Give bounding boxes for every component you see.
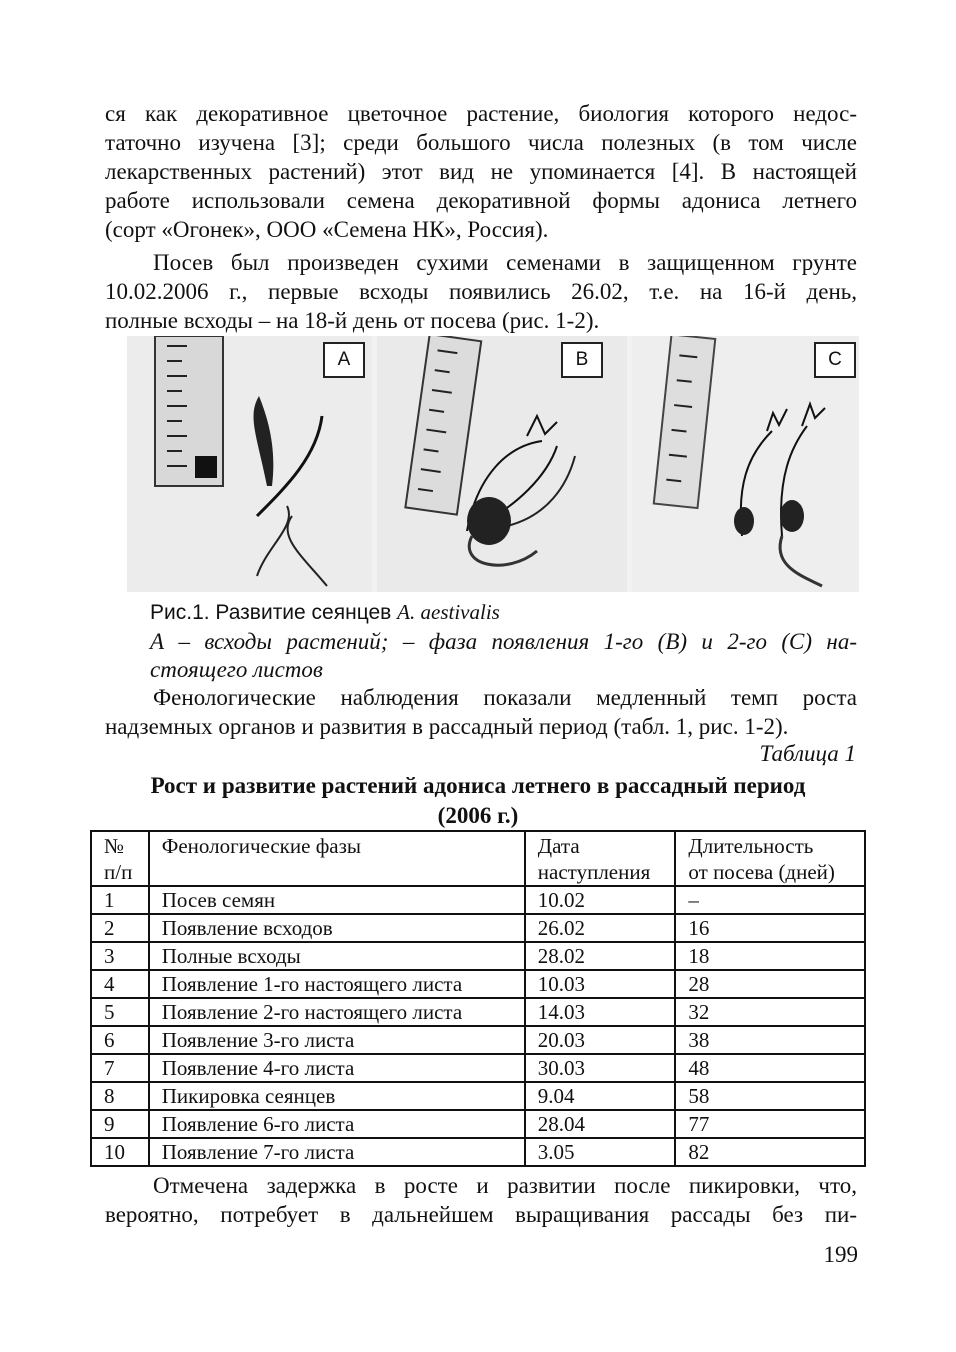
text-line: лекарственных растений) этот вид не упоминается [4]. В настоящей <box>105 159 857 184</box>
table-row: 5 Появление 2-го настоящего листа 14.03 32 <box>91 998 865 1026</box>
text-line: (сорт «Огонек», ООО «Семена НК», Россия). <box>105 217 549 242</box>
caption-line: стоящего листов <box>150 657 323 682</box>
caption-prefix: Рис.1. Развитие сеянцев <box>150 601 398 624</box>
text-line: вероятно, потребует в дальнейшем выращивания рассады без пи- <box>105 1202 857 1227</box>
panel-label-b: B <box>561 342 603 378</box>
seedling-photo-figure <box>127 336 859 592</box>
paragraph-intro <box>105 99 857 244</box>
panel-label-a: A <box>323 342 365 378</box>
text-line: надземных органов и развития в рассадный период (табл. 1, рис. 1-2). <box>105 714 789 739</box>
table-row: 7 Появление 4-го листа 30.03 48 <box>91 1054 865 1082</box>
text-line: Отмечена задержка в росте и развитии после пикировки, что, <box>153 1173 857 1198</box>
header-phase: Фенологические фазы <box>149 831 525 886</box>
table-row: 1 Посев семян 10.02 – <box>91 886 865 914</box>
paragraph-phenology <box>105 683 857 741</box>
page-number: 199 <box>823 1242 858 1267</box>
table-row: 2 Появление всходов 26.02 16 <box>91 914 865 942</box>
table-title-year: (2006 г.) <box>437 803 519 828</box>
table-title: Рост и развитие растений адониса летнего в рассадный период <box>150 773 806 798</box>
text-line: полные всходы – на 18-й день от посева (рис. 1-2). <box>105 308 600 333</box>
table-row: 6 Появление 3-го листа 20.03 38 <box>91 1026 865 1054</box>
text-line: 10.02.2006 г., первые всходы появились 26.02, т.е. на 16-й день, <box>105 279 857 304</box>
phenology-table <box>90 830 866 1167</box>
header-number: № п/п <box>91 831 149 886</box>
header-duration: Длительность от посева (дней) <box>675 831 865 886</box>
photo-panel-b <box>377 336 627 592</box>
header-date: Дата наступления <box>525 831 676 886</box>
text-line: работе использовали семена декоративной формы адониса летнего <box>105 188 857 213</box>
text-line: Фенологические наблюдения показали медленный темп роста <box>153 685 857 710</box>
text-line: таточно изучена [3]; среди большого числа полезных (в том числе <box>105 130 857 155</box>
paragraph-conclusion <box>105 1171 857 1229</box>
table-header-row <box>91 831 865 886</box>
text-line: ся как декоративное цветочное растение, биология которого недос- <box>105 101 857 126</box>
table-row: 3 Полные всходы 28.02 18 <box>91 942 865 970</box>
text-line: Посев был произведен сухими семенами в защищенном грунте <box>153 250 857 275</box>
photo-panel-c <box>632 336 859 592</box>
table-row: 10 Появление 7-го листа 3.05 82 <box>91 1138 865 1166</box>
photo-panel-a <box>127 336 372 592</box>
table-row: 8 Пикировка сеянцев 9.04 58 <box>91 1082 865 1110</box>
table-row: 4 Появление 1-го настоящего листа 10.03 28 <box>91 970 865 998</box>
table-row: 9 Появление 6-го листа 28.04 77 <box>91 1110 865 1138</box>
figure-caption-legend <box>150 628 857 684</box>
figure-caption <box>150 598 500 627</box>
table-label: Таблица 1 <box>759 741 856 766</box>
panel-label-c: C <box>814 342 856 378</box>
paragraph-sowing <box>105 248 857 335</box>
caption-line: А – всходы растений; – фаза появления 1-го (B) и 2-го (С) на- <box>150 629 857 654</box>
caption-species: A. aestivalis <box>397 600 500 624</box>
